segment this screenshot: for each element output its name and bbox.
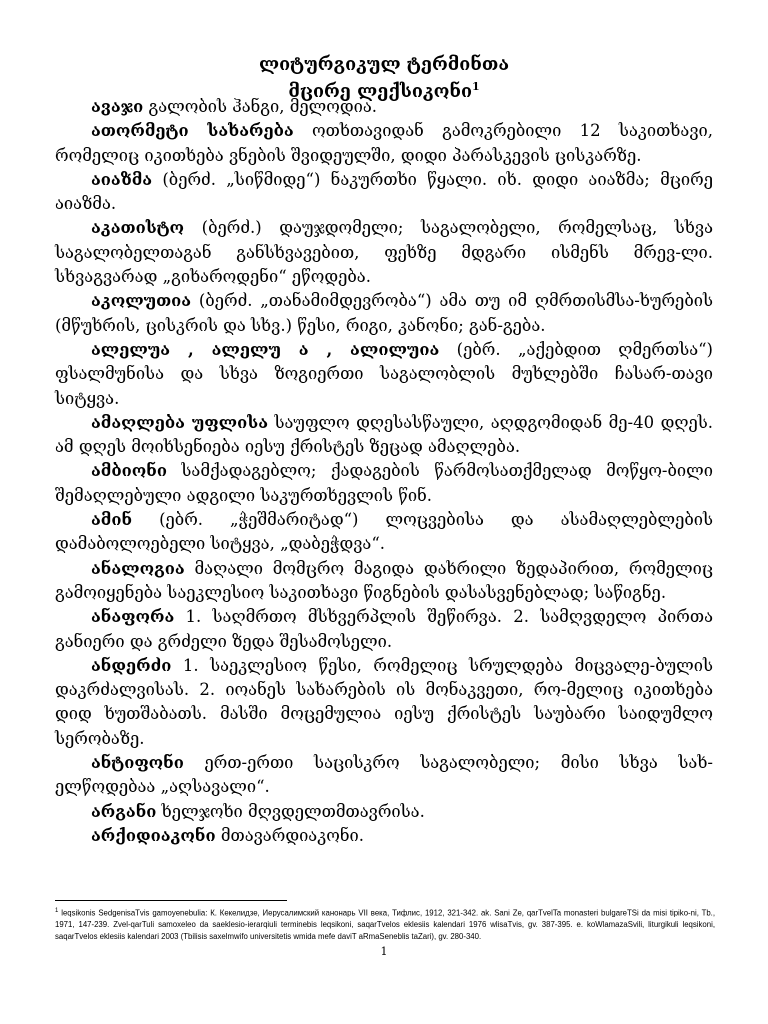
glossary-entry — [55, 824, 713, 848]
entry-term: ამაღლება უფლისა — [91, 412, 269, 432]
entry-definition: (ბერძ.) დაუჯდომელი; საგალობელი, რომელსაც, სხვა საგალობელთაგან განსხვავებით, ფეხზე მდგარი ისმენს მრევ-ლი. სხვაგვარად „გიხაროდენი“ ეწოდება. — [55, 218, 713, 287]
entry-term: ანდერძი — [91, 655, 172, 675]
entry-term: აკათისტო — [91, 218, 185, 238]
glossary-entries — [55, 95, 713, 848]
entry-term: ამინ — [91, 510, 133, 530]
title-text-1: ლიტურგიკულ ტერმინთა — [258, 54, 510, 75]
glossary-entry — [55, 557, 713, 606]
entry-definition: (ბერძ. „სიწმიდე“) ნაკურთხი წყალი. იხ. დიდი აიაზმა; მცირე აიაზმა. — [55, 169, 713, 214]
entry-definition: 1. საღმრთო მსხვერპლის შეწირვა. 2. სამღვდელო პირთა განიერი და გრძელი ზედა შესამოსელი. — [55, 607, 713, 651]
glossary-entry — [55, 411, 713, 460]
page-number: 1 — [380, 945, 388, 958]
entry-definition: ოთხთავიდან გამოკრებილი 12 საკითხავი, რომელიც იკითხება ვნების შვიდეულში, დიდი პარასკევის ცისკარზე. — [55, 121, 713, 165]
entry-definition: ერთ-ერთი საცისკრო საგალობელი; მისი სხვა სახ-ელწოდებაა „აღსავალი“. — [55, 753, 713, 797]
entry-term: აკოლუთია — [91, 291, 192, 311]
glossary-entry — [55, 95, 713, 119]
entry-definition: საუფლო დღესასწაული, აღდგომიდან მე-40 დღეს. ამ დღეს მოიხსენიება იესუ ქრისტეს ზეცად ამაღლება. — [55, 412, 713, 457]
glossary-entry — [55, 338, 713, 411]
entry-definition: ხელჯოხი მღვდელთმთავრისა. — [156, 801, 425, 821]
glossary-entry — [55, 751, 713, 800]
title-text-2: მცირე ლექსიკონი — [288, 81, 473, 102]
entry-definition: (ბერძ. „თანამიმდევრობა“) ამა თუ იმ ღმრთისმსა-ხურების (მწუხრის, ცისკრის და სხვ.) წესი, რიგი, კანონი; გან-გება. — [55, 291, 713, 335]
entry-definition: მთავარდიაკონი. — [215, 825, 364, 845]
glossary-entry — [55, 119, 713, 168]
entry-term: არგანი — [91, 801, 157, 821]
entry-definition: მაღალი მომცრო მაგიდა დახრილი ზედაპირით, რომელიც გამოიყენება საეკლესიო საკითხავი წიგნების დასასვენებლად; საწიგნე. — [55, 558, 713, 602]
entry-term: ანალოგია — [91, 558, 185, 578]
glossary-entry — [55, 508, 713, 557]
entry-definition: გალობის ჰანგი, მელოდია. — [143, 97, 378, 116]
entry-term: ათორმეტი სახარება — [91, 121, 294, 141]
glossary-entry — [55, 216, 713, 289]
entry-definition: (ებრ. „ჭეშმარიტად“) ლოცვებისა და ასამაღლებლების დამაბოლოებელი სიტყვა, „დაბეჭდვა“. — [55, 510, 713, 554]
footnote — [55, 906, 715, 942]
title-footnote-ref[interactable]: 1 — [472, 80, 480, 93]
glossary-entry — [55, 289, 713, 338]
entry-term: ანაფორა — [91, 607, 175, 627]
glossary-entry — [55, 459, 713, 508]
entry-term: არქიდიაკონი — [91, 825, 216, 845]
footnote-marker: 1 — [55, 908, 59, 914]
footnote-text: leqsikonis SedgenisaTvis gamoyenebulia: К. Кекелидзе, Иерусалимский канонарь VII века, Тифлис, 1912, 321-342. ak. Sani Ze, qarTvelTa monasteri bulgareTSi da misi tipiko-ni, Tb., 1971, 147-239. Zvel-qarTuli samoxeleo da saeklesio-ierarqiuli terminebis leqsikoni, saqarTvelos eklesiis kalendari 1976 wlisaTvis, gv. 387-395. e. koWlamazaSvili, liturgikuli leqsikoni, saqarTvelos eklesiis kalendari 2003 (Tbilisis saxelmwifo universitetis wmida mefe daviT aRmaSeneblis taZari), gv. 280-340. — [55, 908, 716, 941]
glossary-entry — [55, 800, 713, 824]
footnote-divider — [55, 900, 287, 901]
glossary-entry — [55, 168, 713, 217]
entry-definition: 1. საეკლესიო წესი, რომელიც სრულდება მიცვალე-ბულის დაკრძალვისას. 2. იოანეს სახარების ის მონაკვეთი, რო-მელიც იკითხება დიდ ხუთშაბათს. მასში მოცემულია იესუ ქრისტეს საუბარი საიდუმლო სერობაზე. — [55, 655, 713, 748]
glossary-entry — [55, 654, 713, 751]
glossary-entry — [55, 605, 713, 654]
entry-definition: სამქადაგებლო; ქადაგების წარმოსათქმელად მოწყო-ბილი შემაღლებული ადგილი საკურთხევლის წინ. — [55, 461, 713, 505]
entry-term: ავაჯი — [91, 97, 144, 116]
entry-term: ამბიონი — [91, 461, 167, 481]
entry-definition: (ებრ. „აქებდით ღმერთსა“) ფსალმუნისა და სხვა ზოგიერთი საგალობლის მუხლებში ჩასარ-თავი სიტყვა. — [55, 339, 713, 408]
entry-term: აიაზმა — [91, 169, 153, 189]
entry-term: ალელუა , ალელუ ა , ალილუია — [91, 339, 440, 359]
entry-term: ანტიფონი — [91, 753, 184, 773]
page-title-line-1 — [0, 53, 768, 77]
